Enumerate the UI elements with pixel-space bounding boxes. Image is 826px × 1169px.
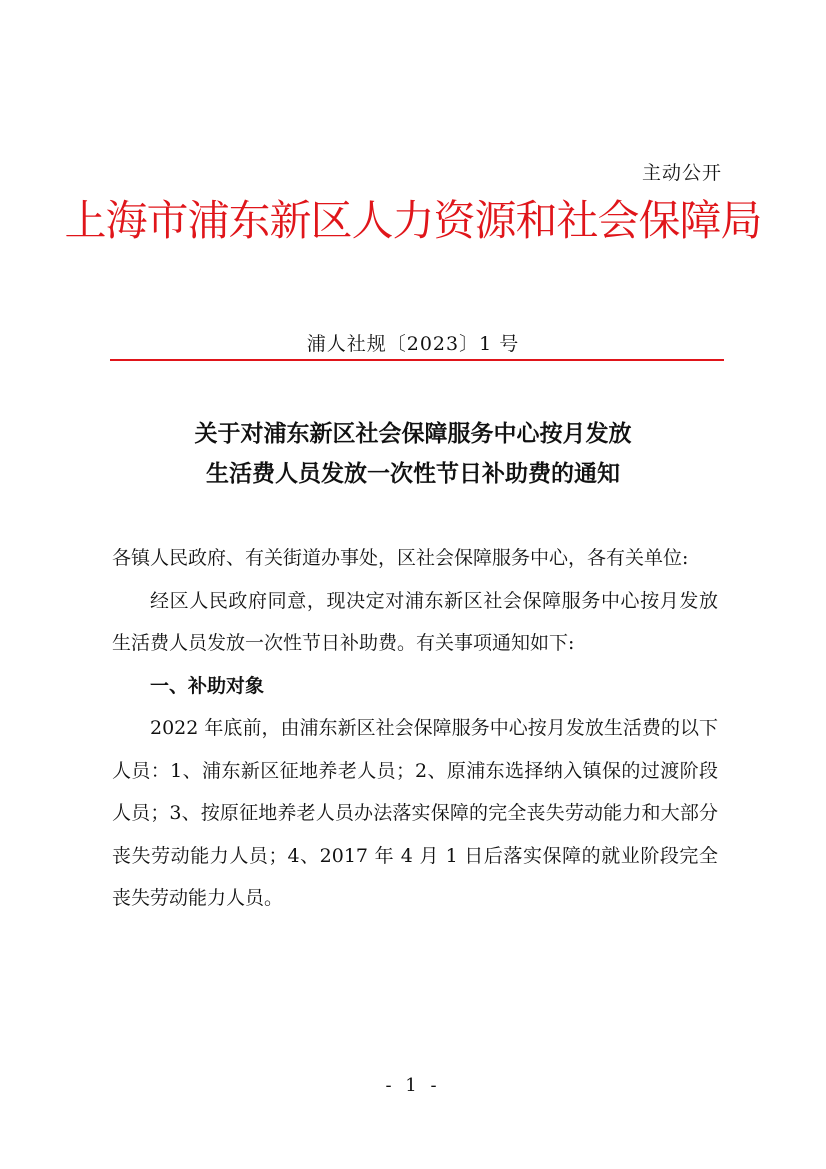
intro-paragraph: 经区人民政府同意，现决定对浦东新区社会保障服务中心按月发放生活费人员发放一次性节日补助费。有关事项通知如下: xyxy=(112,589,718,654)
title-line-2: 生活费人员发放一次性节日补助费的通知 xyxy=(206,461,620,487)
page-number: - 1 - xyxy=(385,1075,441,1096)
document-number: 浦人社规〔2023〕1 号 xyxy=(306,333,520,355)
salutation: 各镇人民政府、有关街道办事处，区社会保障服务中心，各有关单位: xyxy=(112,547,689,569)
red-divider-line xyxy=(110,359,724,361)
document-body xyxy=(112,537,718,920)
title-line-1: 关于对浦东新区社会保障服务中心按月发放 xyxy=(194,421,632,447)
section-heading: 一、补助对象 xyxy=(150,674,265,697)
disclosure-label: 主动公开 xyxy=(641,162,722,184)
section-paragraph: 2022 年底前，由浦东新区社会保障服务中心按月发放生活费的以下人员：1、浦东新区征地养老人员；2、原浦东选择纳入镇保的过渡阶段人员；3、按原征地养老人员办法落实保障的完全丧失劳动能力和大部分丧失劳动能力人员；4、2017 年 4 月 1 日后落实保障的就业阶段完全丧失劳动能力人员。 xyxy=(112,717,718,909)
document-title xyxy=(100,414,726,494)
agency-title: 上海市浦东新区人力资源和社会保障局 xyxy=(64,196,762,245)
